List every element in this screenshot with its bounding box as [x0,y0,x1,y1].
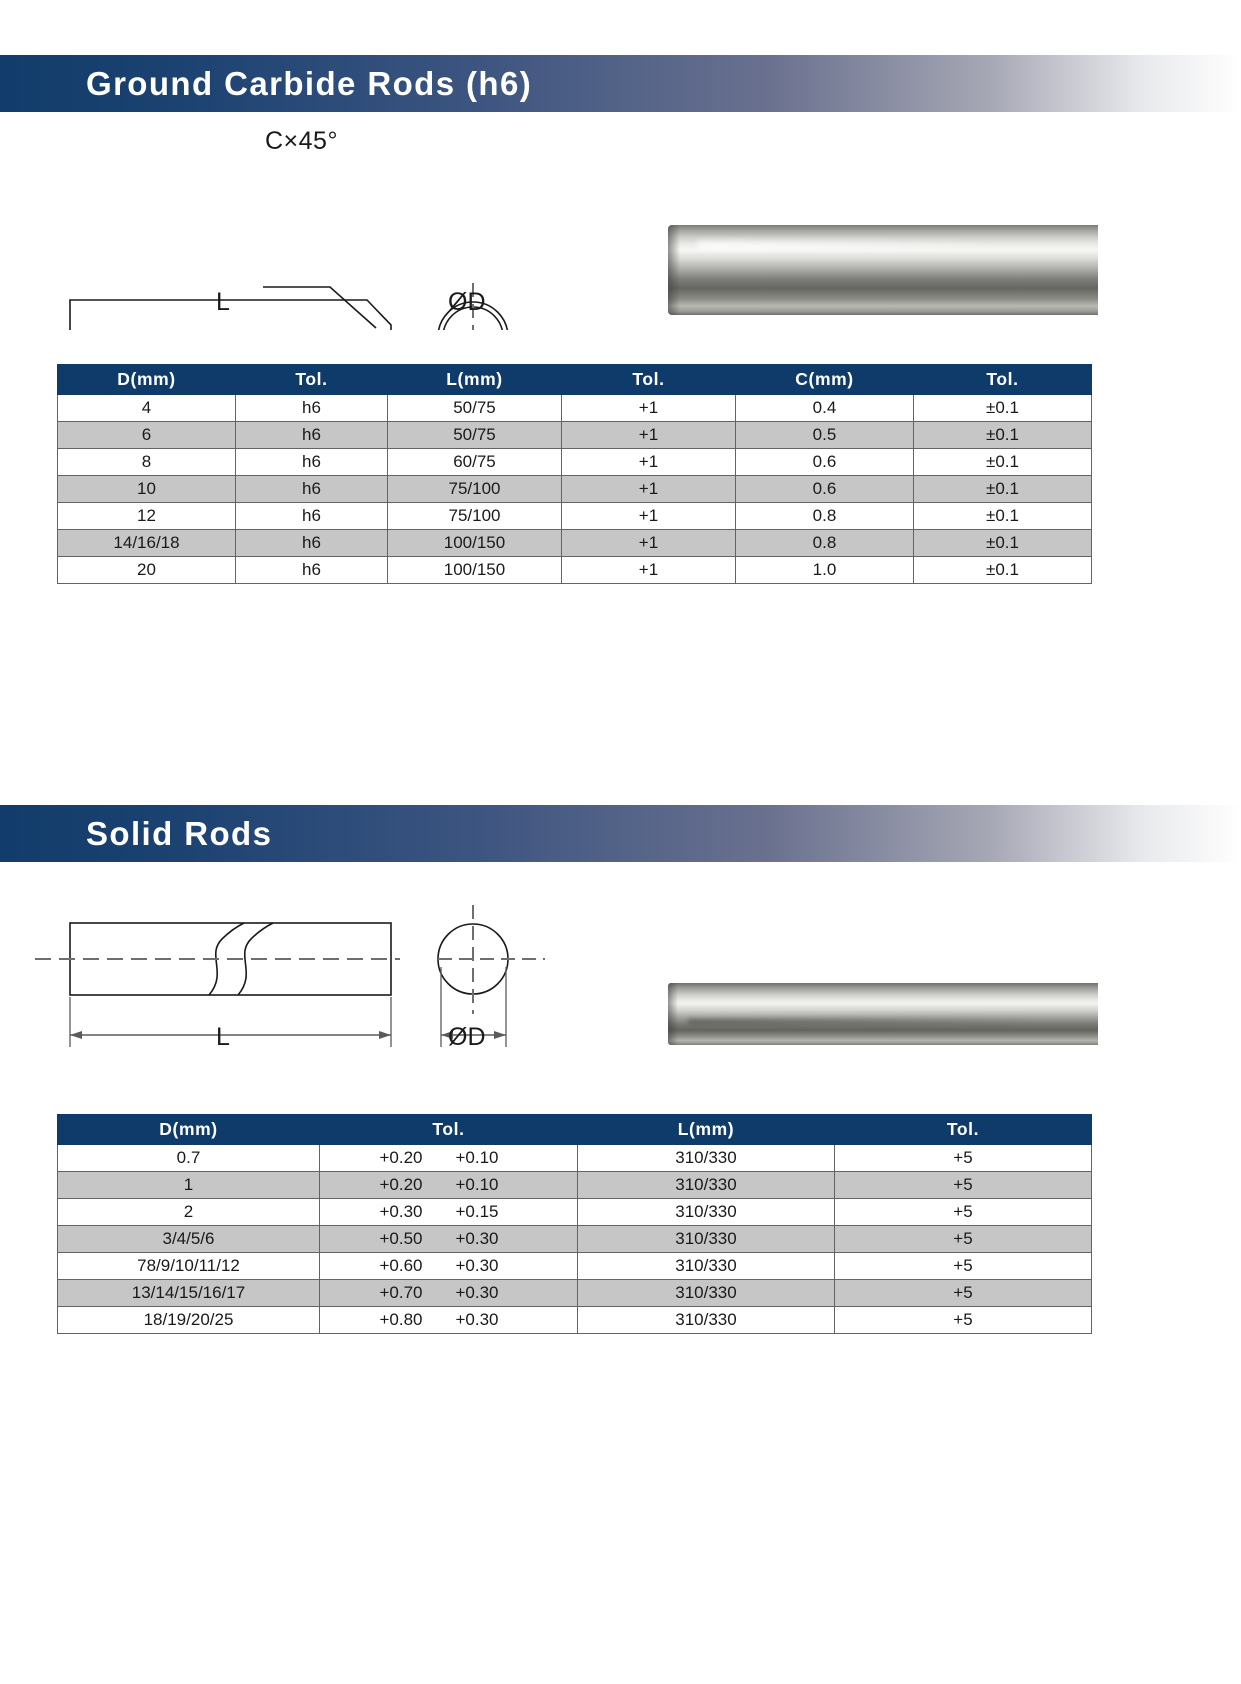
cell-l: 310/330 [578,1253,835,1280]
cell-c-tol: ±0.1 [914,503,1092,530]
column-header-l-tol: Tol. [562,365,736,395]
column-header-l: L(mm) [388,365,562,395]
cell-l: 310/330 [578,1172,835,1199]
cell-d-tol-lower: +0.30 [455,1310,499,1329]
rod-side-view [70,300,391,330]
cell-l-tol: +5 [835,1199,1092,1226]
cell-d-tol-lower: +0.10 [455,1148,499,1167]
cell-l: 50/75 [388,395,562,422]
cell-d-tol: h6 [236,530,388,557]
cell-d-tol-lower: +0.30 [455,1256,499,1275]
section-title: Solid Rods [86,814,273,852]
cell-c-tol: ±0.1 [914,530,1092,557]
section-title: Ground Carbide Rods (h6) [86,64,533,102]
cell-l-tol: +1 [562,503,736,530]
table-row [58,422,1092,449]
cell-d-tol [320,1226,578,1253]
chamfer-leader [263,287,376,328]
cell-d-tol-upper: +0.80 [379,1310,423,1329]
cell-c: 0.6 [736,476,914,503]
cell-l-tol: +1 [562,557,736,584]
cell-d: 6 [58,422,236,449]
cell-c-tol: ±0.1 [914,395,1092,422]
cell-d-tol-lower: +0.10 [455,1175,499,1194]
cell-c: 1.0 [736,557,914,584]
cell-l: 60/75 [388,449,562,476]
cell-d-tol-upper: +0.60 [379,1256,423,1275]
cell-l-tol: +5 [835,1253,1092,1280]
cell-l-tol: +1 [562,422,736,449]
column-header-d-tol: Tol. [236,365,388,395]
cell-d-tol-upper: +0.20 [379,1148,423,1167]
cell-c: 0.6 [736,449,914,476]
product-photo-solid-rod [668,983,1098,1045]
cell-d-tol: h6 [236,449,388,476]
cell-l-tol: +1 [562,449,736,476]
diameter-label: ØD [448,1023,486,1051]
cell-d-tol: h6 [236,476,388,503]
table-header-row [58,365,1092,395]
cell-d: 2 [58,1199,320,1226]
cell-l: 100/150 [388,557,562,584]
column-header-c: C(mm) [736,365,914,395]
cell-d-tol-upper: +0.30 [379,1202,423,1221]
table-row [58,395,1092,422]
cell-d: 18/19/20/25 [58,1307,320,1334]
cell-d-tol: h6 [236,557,388,584]
cell-l: 310/330 [578,1307,835,1334]
cell-l: 75/100 [388,476,562,503]
cell-l-tol: +5 [835,1280,1092,1307]
table-row [58,476,1092,503]
table-row [58,557,1092,584]
cell-d: 12 [58,503,236,530]
column-header-d: D(mm) [58,1115,320,1145]
cell-d: 3/4/5/6 [58,1226,320,1253]
column-header-c-tol: Tol. [914,365,1092,395]
table-row [58,1145,1092,1172]
cell-c-tol: ±0.1 [914,449,1092,476]
table-row [58,1199,1092,1226]
cell-c-tol: ±0.1 [914,476,1092,503]
cell-d: 78/9/10/11/12 [58,1253,320,1280]
cell-l-tol: +1 [562,395,736,422]
cell-l: 310/330 [578,1226,835,1253]
cell-l-tol: +5 [835,1172,1092,1199]
cell-d: 0.7 [58,1145,320,1172]
section-banner-ground-carbide-rods [0,55,1241,112]
product-photo-ground-carbide-rod [668,225,1098,315]
cell-l-tol: +5 [835,1307,1092,1334]
cell-d-tol: h6 [236,503,388,530]
section-banner-solid-rods [0,805,1241,862]
length-label: L [216,1023,230,1051]
cell-c: 0.5 [736,422,914,449]
cell-c: 0.8 [736,530,914,557]
cell-d-tol-upper: +0.70 [379,1283,423,1302]
length-label: L [216,288,230,316]
table-row [58,1226,1092,1253]
cell-c: 0.4 [736,395,914,422]
cell-l: 310/330 [578,1280,835,1307]
cell-c: 0.8 [736,503,914,530]
cell-d: 14/16/18 [58,530,236,557]
cell-d-tol-upper: +0.50 [379,1229,423,1248]
cell-d-tol [320,1253,578,1280]
cell-d-tol: h6 [236,422,388,449]
table-row [58,1172,1092,1199]
cell-l: 75/100 [388,503,562,530]
table-row [58,449,1092,476]
cell-d: 1 [58,1172,320,1199]
table-row [58,1253,1092,1280]
cell-d-tol [320,1199,578,1226]
cell-d-tol [320,1145,578,1172]
cell-d: 10 [58,476,236,503]
cell-d: 20 [58,557,236,584]
table-row [58,1280,1092,1307]
table-row [58,1307,1092,1334]
cell-d: 4 [58,395,236,422]
spec-table-ground-carbide-rods [57,364,1092,584]
cell-c-tol: ±0.1 [914,422,1092,449]
cell-d-tol [320,1307,578,1334]
table-row [58,503,1092,530]
cell-l-tol: +1 [562,530,736,557]
cell-l: 310/330 [578,1199,835,1226]
cell-d-tol-lower: +0.30 [455,1283,499,1302]
spec-table-solid-rods [57,1114,1092,1334]
cell-d-tol [320,1280,578,1307]
cell-l-tol: +5 [835,1145,1092,1172]
cell-l-tol: +5 [835,1226,1092,1253]
cell-d-tol-lower: +0.15 [455,1202,499,1221]
table-row [58,530,1092,557]
cell-d: 8 [58,449,236,476]
chamfer-label: C×45° [265,127,338,155]
cell-l: 310/330 [578,1145,835,1172]
cell-d-tol-upper: +0.20 [379,1175,423,1194]
column-header-l: L(mm) [578,1115,835,1145]
diameter-label: ØD [448,288,486,316]
cell-d-tol: h6 [236,395,388,422]
table-header-row [58,1115,1092,1145]
column-header-l-tol: Tol. [835,1115,1092,1145]
cell-c-tol: ±0.1 [914,557,1092,584]
cell-l: 100/150 [388,530,562,557]
cell-d-tol [320,1172,578,1199]
cell-d-tol-lower: +0.30 [455,1229,499,1248]
column-header-d-tol: Tol. [320,1115,578,1145]
cell-l: 50/75 [388,422,562,449]
column-header-d: D(mm) [58,365,236,395]
dimension-line-length [70,1031,391,1039]
cell-d: 13/14/15/16/17 [58,1280,320,1307]
cell-l-tol: +1 [562,476,736,503]
